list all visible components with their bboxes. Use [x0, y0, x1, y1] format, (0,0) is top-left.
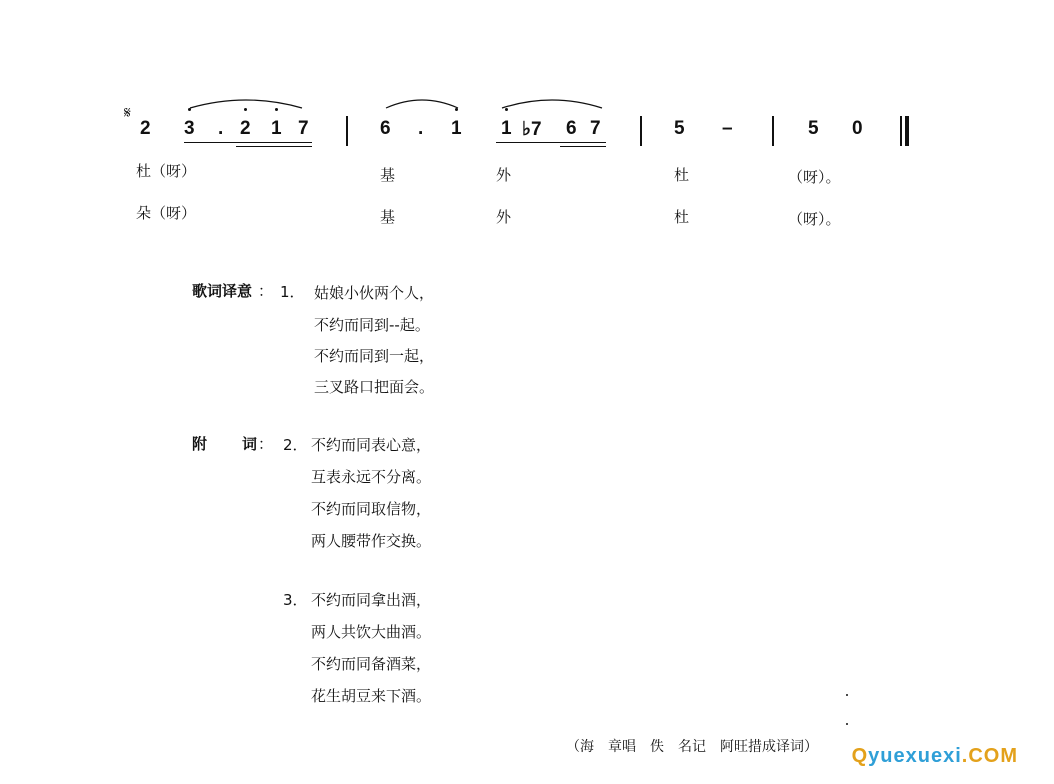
lyric-syllable: 基 — [380, 166, 396, 184]
lyric-syllable: 杜 — [674, 208, 690, 226]
credits-line: （海 章唱 佚 名记 阿旺措成译词） — [566, 739, 818, 755]
note-dash: – — [722, 118, 733, 139]
verse-number: 3． — [283, 591, 308, 609]
note: 2 — [240, 118, 251, 139]
note: 1 — [501, 118, 512, 139]
bar-line — [640, 116, 642, 146]
verse-line: 不约而同备酒菜， — [311, 655, 432, 673]
watermark-part: .COM — [961, 745, 1018, 767]
note: 5 — [674, 118, 685, 139]
label-colon: ： — [258, 435, 274, 453]
note: 6 — [566, 118, 577, 139]
final-bar-thin — [900, 116, 902, 146]
verse-line: 不约而同到一起， — [314, 347, 435, 365]
note-dot: . — [218, 118, 224, 139]
watermark-part: yuexuexi — [868, 745, 962, 767]
note: 1 — [451, 118, 462, 139]
lyric-syllable: 杜（呀） — [136, 162, 197, 180]
appendix-label-b: 词 — [242, 435, 258, 453]
stray-mark — [846, 723, 848, 725]
lyric-syllable: 基 — [380, 208, 396, 226]
note: 5 — [808, 118, 819, 139]
translation-label: 歌词译意 — [192, 282, 253, 300]
lyric-syllable: 外 — [496, 166, 512, 184]
label-colon: ： — [258, 282, 274, 300]
verse-number: 1． — [280, 283, 305, 301]
note: 7 — [590, 118, 601, 139]
slur — [384, 96, 460, 110]
verse-line: 花生胡豆来下酒。 — [311, 687, 432, 705]
verse-line: 不约而同表心意， — [311, 436, 432, 454]
note-dot: . — [418, 118, 424, 139]
note: 0 — [852, 118, 863, 139]
verse-line: 姑娘小伙两个人， — [314, 284, 435, 302]
note: 7 — [298, 118, 309, 139]
final-bar-thick — [905, 116, 909, 146]
bar-line — [346, 116, 348, 146]
note: 2 — [140, 118, 151, 139]
note: 1 — [271, 118, 282, 139]
beam — [560, 146, 606, 147]
verse-line: 不约而同取信物， — [311, 500, 432, 518]
note-flat: ♭7 — [522, 119, 542, 140]
bar-line — [772, 116, 774, 146]
slur — [188, 96, 304, 110]
note: 6 — [380, 118, 391, 139]
beam — [184, 142, 312, 143]
appendix-label-a: 附 — [192, 435, 208, 453]
verse-line: 三叉路口把面会。 — [314, 378, 435, 396]
verse-line: 两人腰带作交换。 — [311, 532, 432, 550]
note: 3 — [184, 118, 195, 139]
verse-line: 不约而同到--起。 — [314, 316, 430, 334]
lyric-syllable: 杜 — [674, 166, 690, 184]
verse-line: 两人共饮大曲酒。 — [311, 623, 432, 641]
lyric-syllable: 外 — [496, 208, 512, 226]
segno-mark: 𝄋 — [124, 103, 131, 122]
beam — [236, 146, 312, 147]
verse-number: 2． — [283, 436, 308, 454]
slur — [500, 96, 604, 110]
beam — [496, 142, 606, 143]
lyric-syllable: 朵（呀） — [136, 204, 197, 222]
stray-mark — [846, 694, 848, 696]
lyric-syllable: （呀）。 — [788, 168, 841, 186]
watermark-part: Q — [851, 745, 869, 767]
verse-line: 不约而同拿出酒， — [311, 591, 432, 609]
verse-line: 互表永远不分离。 — [311, 468, 432, 486]
lyric-syllable: （呀）。 — [788, 210, 841, 228]
site-watermark — [852, 745, 1018, 768]
